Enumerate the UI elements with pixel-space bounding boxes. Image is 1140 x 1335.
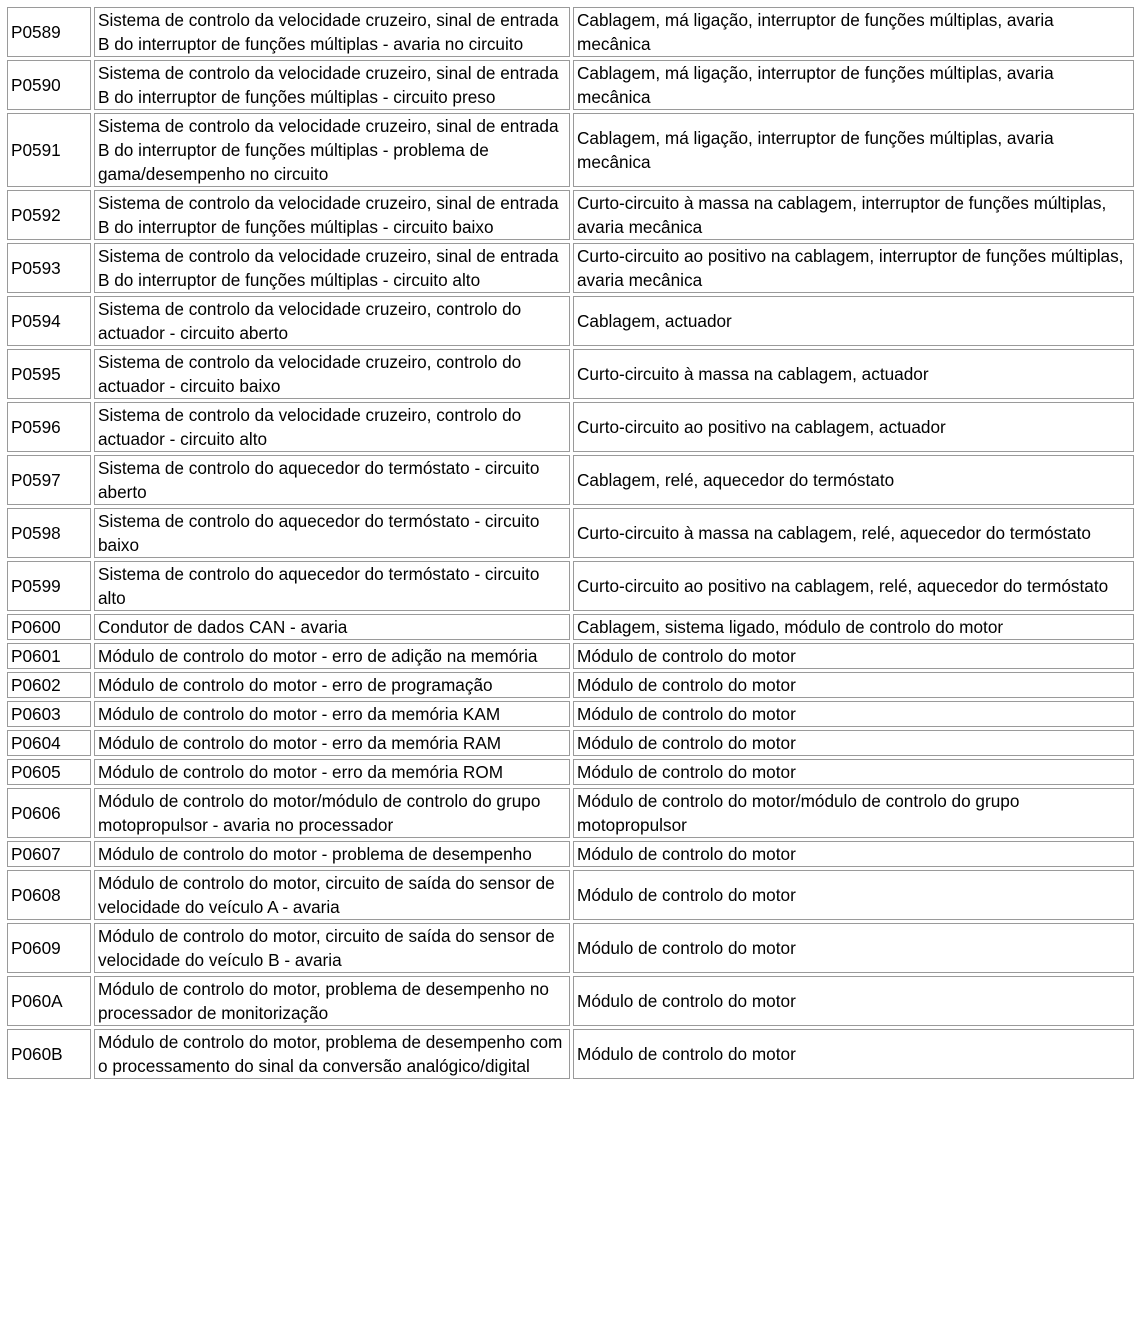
fault-description-cell: Sistema de controlo da velocidade cruzeiro, sinal de entrada B do interruptor de funções múltiplas - problema de gama/desempenho no circuito: [94, 113, 570, 187]
fault-cause-cell: Curto-circuito ao positivo na cablagem, relé, aquecedor do termóstato: [573, 561, 1134, 611]
table-row: [7, 701, 1134, 727]
fault-description-cell: Sistema de controlo do aquecedor do termóstato - circuito alto: [94, 561, 570, 611]
fault-code-cell: P0604: [7, 730, 91, 756]
fault-description-cell: Módulo de controlo do motor - erro da memória ROM: [94, 759, 570, 785]
fault-description-cell: Sistema de controlo da velocidade cruzeiro, controlo do actuador - circuito alto: [94, 402, 570, 452]
table-row: [7, 788, 1134, 838]
fault-cause-cell: Módulo de controlo do motor: [573, 923, 1134, 973]
table-row: [7, 455, 1134, 505]
table-row: [7, 976, 1134, 1026]
table-row: [7, 870, 1134, 920]
fault-cause-cell: Módulo de controlo do motor: [573, 759, 1134, 785]
fault-code-cell: P0597: [7, 455, 91, 505]
fault-cause-cell: Curto-circuito ao positivo na cablagem, interruptor de funções múltiplas, avaria mecânica: [573, 243, 1134, 293]
table-row: [7, 349, 1134, 399]
fault-cause-cell: Módulo de controlo do motor: [573, 643, 1134, 669]
fault-description-cell: Sistema de controlo da velocidade cruzeiro, sinal de entrada B do interruptor de funções múltiplas - circuito baixo: [94, 190, 570, 240]
fault-code-cell: P0592: [7, 190, 91, 240]
fault-description-cell: Condutor de dados CAN - avaria: [94, 614, 570, 640]
table-row: [7, 614, 1134, 640]
fault-description-cell: Módulo de controlo do motor - erro de programação: [94, 672, 570, 698]
fault-description-cell: Módulo de controlo do motor, problema de desempenho no processador de monitorização: [94, 976, 570, 1026]
fault-description-cell: Módulo de controlo do motor - erro da memória RAM: [94, 730, 570, 756]
fault-cause-cell: Curto-circuito à massa na cablagem, interruptor de funções múltiplas, avaria mecânica: [573, 190, 1134, 240]
fault-description-cell: Sistema de controlo da velocidade cruzeiro, controlo do actuador - circuito baixo: [94, 349, 570, 399]
fault-cause-cell: Módulo de controlo do motor: [573, 730, 1134, 756]
fault-cause-cell: Módulo de controlo do motor: [573, 701, 1134, 727]
fault-code-cell: P0606: [7, 788, 91, 838]
fault-code-cell: P0609: [7, 923, 91, 973]
fault-code-cell: P0598: [7, 508, 91, 558]
fault-description-cell: Sistema de controlo do aquecedor do termóstato - circuito baixo: [94, 508, 570, 558]
fault-cause-cell: Cablagem, má ligação, interruptor de funções múltiplas, avaria mecânica: [573, 7, 1134, 57]
fault-cause-cell: Cablagem, má ligação, interruptor de funções múltiplas, avaria mecânica: [573, 113, 1134, 187]
fault-description-cell: Módulo de controlo do motor, circuito de saída do sensor de velocidade do veículo B - avaria: [94, 923, 570, 973]
table-row: [7, 508, 1134, 558]
fault-description-cell: Sistema de controlo do aquecedor do termóstato - circuito aberto: [94, 455, 570, 505]
fault-description-cell: Módulo de controlo do motor - problema de desempenho: [94, 841, 570, 867]
table-row: [7, 841, 1134, 867]
table-row: [7, 730, 1134, 756]
fault-code-cell: P0603: [7, 701, 91, 727]
fault-cause-cell: Cablagem, relé, aquecedor do termóstato: [573, 455, 1134, 505]
fault-cause-cell: Módulo de controlo do motor: [573, 976, 1134, 1026]
fault-code-cell: P0590: [7, 60, 91, 110]
fault-code-cell: P060A: [7, 976, 91, 1026]
fault-cause-cell: Módulo de controlo do motor: [573, 841, 1134, 867]
fault-code-cell: P0600: [7, 614, 91, 640]
fault-code-cell: P0608: [7, 870, 91, 920]
fault-cause-cell: Curto-circuito ao positivo na cablagem, actuador: [573, 402, 1134, 452]
table-row: [7, 402, 1134, 452]
table-row: [7, 7, 1134, 57]
fault-description-cell: Sistema de controlo da velocidade cruzeiro, sinal de entrada B do interruptor de funções múltiplas - circuito alto: [94, 243, 570, 293]
fault-cause-cell: Cablagem, sistema ligado, módulo de controlo do motor: [573, 614, 1134, 640]
table-row: [7, 113, 1134, 187]
fault-code-cell: P0591: [7, 113, 91, 187]
table-row: [7, 561, 1134, 611]
fault-description-cell: Sistema de controlo da velocidade cruzeiro, controlo do actuador - circuito aberto: [94, 296, 570, 346]
table-row: [7, 672, 1134, 698]
fault-code-cell: P0596: [7, 402, 91, 452]
fault-description-cell: Sistema de controlo da velocidade cruzeiro, sinal de entrada B do interruptor de funções múltiplas - circuito preso: [94, 60, 570, 110]
fault-cause-cell: Cablagem, má ligação, interruptor de funções múltiplas, avaria mecânica: [573, 60, 1134, 110]
fault-code-cell: P0607: [7, 841, 91, 867]
table-row: [7, 296, 1134, 346]
table-row: [7, 643, 1134, 669]
fault-description-cell: Módulo de controlo do motor, circuito de saída do sensor de velocidade do veículo A - avaria: [94, 870, 570, 920]
fault-code-cell: P0602: [7, 672, 91, 698]
table-row: [7, 243, 1134, 293]
table-row: [7, 190, 1134, 240]
table-row: [7, 923, 1134, 973]
fault-code-cell: P0605: [7, 759, 91, 785]
fault-code-cell: P0589: [7, 7, 91, 57]
table-row: [7, 1029, 1134, 1079]
fault-code-cell: P0594: [7, 296, 91, 346]
fault-cause-cell: Curto-circuito à massa na cablagem, relé, aquecedor do termóstato: [573, 508, 1134, 558]
fault-description-cell: Módulo de controlo do motor, problema de desempenho com o processamento do sinal da conversão analógico/digital: [94, 1029, 570, 1079]
fault-cause-cell: Módulo de controlo do motor: [573, 672, 1134, 698]
fault-code-cell: P0599: [7, 561, 91, 611]
fault-code-cell: P060B: [7, 1029, 91, 1079]
fault-description-cell: Módulo de controlo do motor/módulo de controlo do grupo motopropulsor - avaria no processador: [94, 788, 570, 838]
fault-code-cell: P0593: [7, 243, 91, 293]
fault-description-cell: Módulo de controlo do motor - erro de adição na memória: [94, 643, 570, 669]
fault-code-cell: P0601: [7, 643, 91, 669]
table-row: [7, 759, 1134, 785]
fault-cause-cell: Módulo de controlo do motor: [573, 1029, 1134, 1079]
fault-cause-cell: Módulo de controlo do motor/módulo de controlo do grupo motopropulsor: [573, 788, 1134, 838]
fault-code-rows: [7, 7, 1134, 1079]
table-row: [7, 60, 1134, 110]
fault-cause-cell: Cablagem, actuador: [573, 296, 1134, 346]
fault-cause-cell: Curto-circuito à massa na cablagem, actuador: [573, 349, 1134, 399]
fault-cause-cell: Módulo de controlo do motor: [573, 870, 1134, 920]
fault-description-cell: Módulo de controlo do motor - erro da memória KAM: [94, 701, 570, 727]
fault-description-cell: Sistema de controlo da velocidade cruzeiro, sinal de entrada B do interruptor de funções múltiplas - avaria no circuito: [94, 7, 570, 57]
fault-code-cell: P0595: [7, 349, 91, 399]
fault-code-table: [4, 4, 1137, 1082]
